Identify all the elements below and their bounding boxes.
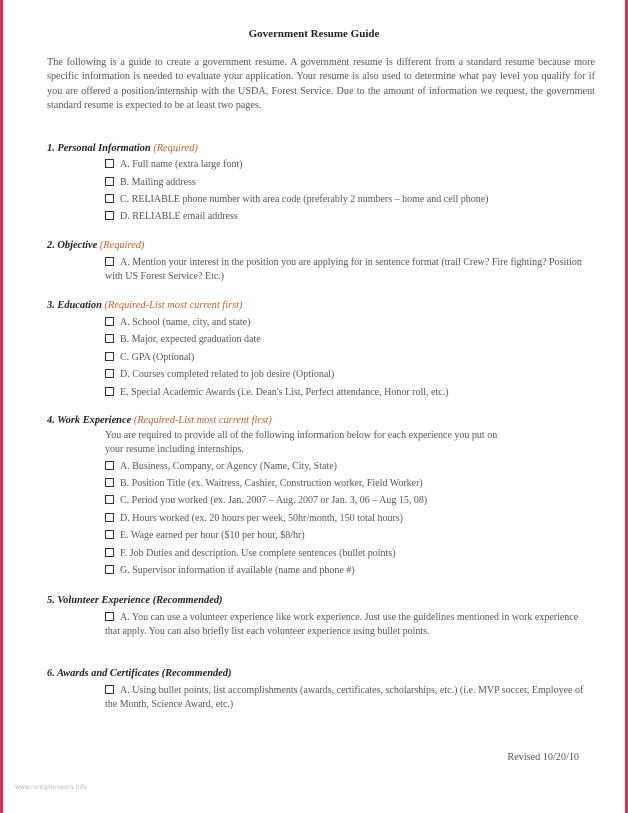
section-tag: (Required) <box>99 240 145 251</box>
list-item: A. Business, Company, or Agency (Name, City, State) <box>105 460 585 474</box>
checkbox[interactable] <box>105 461 114 470</box>
checkbox[interactable] <box>105 530 114 539</box>
list-item: E. Special Academic Awards (i.e. Dean's List, Perfect attendance, Honor roll, etc.) <box>105 386 585 400</box>
section-title: 3. Education <box>47 300 102 311</box>
section-tag: (Required-List most current first) <box>104 300 243 311</box>
list-item: D. Courses completed related to job desire (Optional) <box>105 368 585 382</box>
list-item: C. Period you worked (ex. Jan. 2007 – Aug. 2007 or Jan. 3, 06 – Aug 15, 08) <box>105 494 585 508</box>
list-item: C. RELIABLE phone number with area code (preferably 2 numbers – home and cell phone) <box>105 193 585 207</box>
section-heading-work-experience <box>47 415 272 426</box>
checkbox[interactable] <box>105 369 114 378</box>
list-item: A. You can use a volunteer experience like work experience. Just use the guidelines mentioned in work experience that apply. You can also briefly list each volunteer experience using bullet points. <box>105 612 579 638</box>
checkbox[interactable] <box>105 317 114 326</box>
checkbox[interactable] <box>105 478 114 487</box>
checkbox[interactable] <box>105 257 114 266</box>
section-tag: (Required) <box>153 143 198 154</box>
section-tag: (Recommended) <box>152 595 223 606</box>
list-item: D. Hours worked (ex. 20 hours per week, 50hr/month, 150 total hours) <box>105 512 585 526</box>
list-item: C. GPA (Optional) <box>105 351 585 365</box>
checkbox[interactable] <box>105 177 114 186</box>
watermark: www.rantiphonsons.info <box>15 784 88 791</box>
checkbox[interactable] <box>105 211 114 220</box>
section-title: 5. Volunteer Experience <box>47 595 151 606</box>
checkbox[interactable] <box>105 387 114 396</box>
checkbox[interactable] <box>105 612 114 621</box>
section-title: 1. Personal Information <box>47 143 151 154</box>
list-item: G. Supervisor information if available (name and phone #) <box>105 564 585 578</box>
section-tag: (Recommended) <box>161 668 232 679</box>
document-title: Government Resume Guide <box>248 28 380 40</box>
section-title: 6. Awards and Certificates <box>47 668 159 679</box>
list-item: E. Wage earned per hour ($10 per hour, $8/hr) <box>105 529 585 543</box>
checkbox[interactable] <box>105 685 114 694</box>
section-heading-volunteer <box>47 595 222 606</box>
list-item: A. Full name (extra large font) <box>105 158 585 172</box>
checkbox[interactable] <box>105 352 114 361</box>
checkbox[interactable] <box>105 495 114 504</box>
list-item: B. Position Title (ex. Waitress, Cashier, Construction worker, Field Worker) <box>105 477 585 491</box>
checkbox[interactable] <box>105 548 114 557</box>
checkbox[interactable] <box>105 194 114 203</box>
list-item: D. RELIABLE email address <box>105 210 585 224</box>
list-item: A. School (name, city, and state) <box>105 316 585 330</box>
section-note: You are required to provide all of the following information below for each experience you put on your resume including internships. <box>105 430 498 456</box>
section-title: 4. Work Experience <box>47 415 132 426</box>
checkbox[interactable] <box>105 159 114 168</box>
intro-paragraph: The following is a guide to create a government resume. A government resume is different from a standard resume because more specific information is needed to evaluate your application. Your resume is also used to determine what pay level you qualify for if you are offered a position/internship with the USDA, Forest Service. Due to the amount of information we request, the government standard resume is expected to be at least two pages. <box>47 57 595 112</box>
section-title: 2. Objective <box>47 240 98 251</box>
section-heading-education <box>47 300 243 311</box>
revised-date: Revised 10/20/10 <box>507 752 579 763</box>
section-heading-awards <box>47 668 231 679</box>
list-item: A. Using bullet points, list accomplishments (awards, certificates, scholarships, etc.) (i.e. MVP soccer, Employee of the Month, Science Award, etc.) <box>105 685 584 711</box>
list-item: F. Job Duties and description. Use complete sentences (bullet points) <box>105 547 585 561</box>
section-heading-personal-info <box>47 143 198 154</box>
list-item: B. Mailing address <box>105 176 585 190</box>
list-item: B. Major, expected graduation date <box>105 333 585 347</box>
checkbox[interactable] <box>105 334 114 343</box>
checkbox[interactable] <box>105 513 114 522</box>
checkbox[interactable] <box>105 565 114 574</box>
list-item: A. Mention your interest in the position you are applying for in sentence format (trail Crew? Fire fighting? Position with US Forest Service? Etc.) <box>105 257 582 283</box>
section-tag: (Required-List most current first) <box>133 415 272 426</box>
section-heading-objective <box>47 240 144 251</box>
